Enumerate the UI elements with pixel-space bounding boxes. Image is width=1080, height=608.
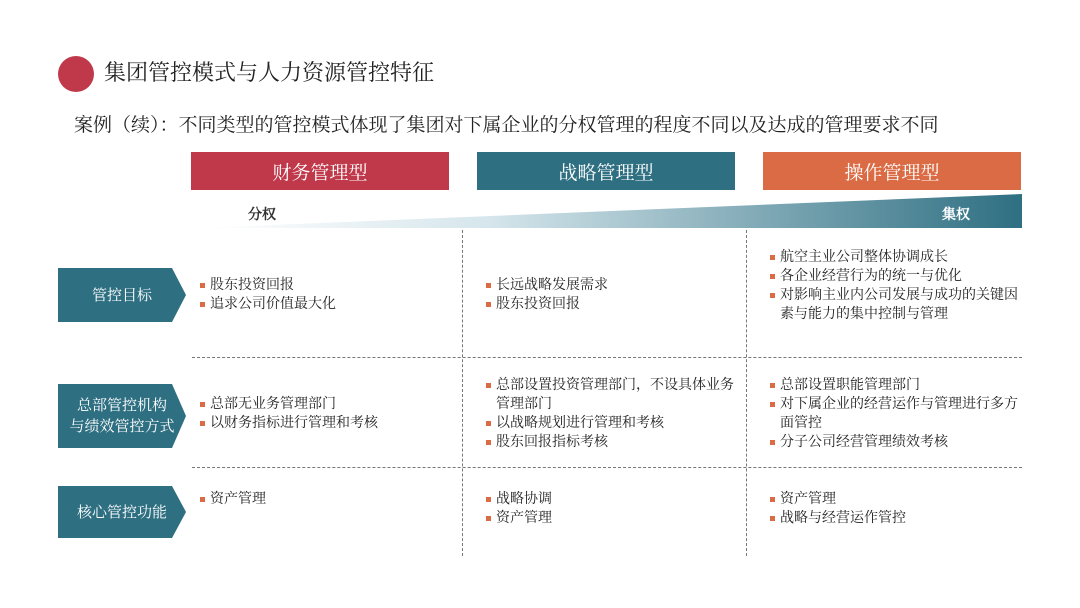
- list-item: 战略与经营运作管控: [770, 509, 1020, 528]
- list-item: 总部无业务管理部门: [200, 395, 450, 414]
- list-item: 长远战略发展需求: [486, 276, 736, 295]
- row-label-core-function: 核心管控功能: [58, 486, 186, 538]
- list-item: 各企业经营行为的统一与优化: [770, 267, 1020, 286]
- row-label-control-goal: 管控目标: [58, 268, 186, 322]
- cell-org-financial: [200, 395, 450, 433]
- column-header-strategic: 战略管理型: [477, 152, 735, 190]
- cell-org-strategic: [486, 376, 736, 452]
- list-item: 股东回报指标考核: [486, 433, 736, 452]
- title-bullet-icon: [58, 56, 94, 92]
- list-item: 以财务指标进行管理和考核: [200, 414, 450, 433]
- list-item: 资产管理: [486, 509, 736, 528]
- list-item: 总部设置投资管理部门，不设具体业务管理部门: [486, 376, 736, 414]
- row-divider: [192, 357, 1022, 358]
- list-item: 对下属企业的经营运作与管理进行多方面管控: [770, 395, 1020, 433]
- cell-org-operational: [770, 376, 1020, 452]
- list-item: 以战略规划进行管理和考核: [486, 414, 736, 433]
- cell-goal-operational: [770, 248, 1020, 324]
- list-item: 对影响主业内公司发展与成功的关键因素与能力的集中控制与管理: [770, 286, 1020, 324]
- list-item: 股东投资回报: [200, 276, 450, 295]
- centralization-scale-wedge: [200, 194, 1022, 230]
- column-header-financial: 财务管理型: [191, 152, 449, 190]
- row-divider: [192, 467, 1022, 468]
- list-item: 战略协调: [486, 490, 736, 509]
- cell-core-strategic: [486, 490, 736, 528]
- page-title: 集团管控模式与人力资源管控特征: [104, 61, 435, 86]
- page-subtitle: 案例（续）：不同类型的管控模式体现了集团对下属企业的分权管理的程度不同以及达成的管理要求不同: [74, 114, 939, 136]
- cell-goal-financial: [200, 276, 450, 314]
- row-label-line: 总部管控机构: [76, 396, 167, 414]
- scale-label-decentralized: 分权: [248, 207, 276, 223]
- list-item: 资产管理: [770, 490, 1020, 509]
- cell-core-financial: [200, 490, 450, 509]
- column-divider: [746, 230, 747, 556]
- row-label-line: 与绩效管控方式: [69, 417, 175, 435]
- cell-goal-strategic: [486, 276, 736, 314]
- list-item: 分子公司经营管理绩效考核: [770, 433, 1020, 452]
- column-header-operational: 操作管理型: [763, 152, 1021, 190]
- list-item: 股东投资回报: [486, 295, 736, 314]
- column-divider: [462, 230, 463, 556]
- scale-label-centralized: 集权: [942, 207, 970, 223]
- list-item: 航空主业公司整体协调成长: [770, 248, 1020, 267]
- list-item: 资产管理: [200, 490, 450, 509]
- row-label-org-performance: [58, 384, 186, 448]
- list-item: 总部设置职能管理部门: [770, 376, 1020, 395]
- cell-core-operational: [770, 490, 1020, 528]
- list-item: 追求公司价值最大化: [200, 295, 450, 314]
